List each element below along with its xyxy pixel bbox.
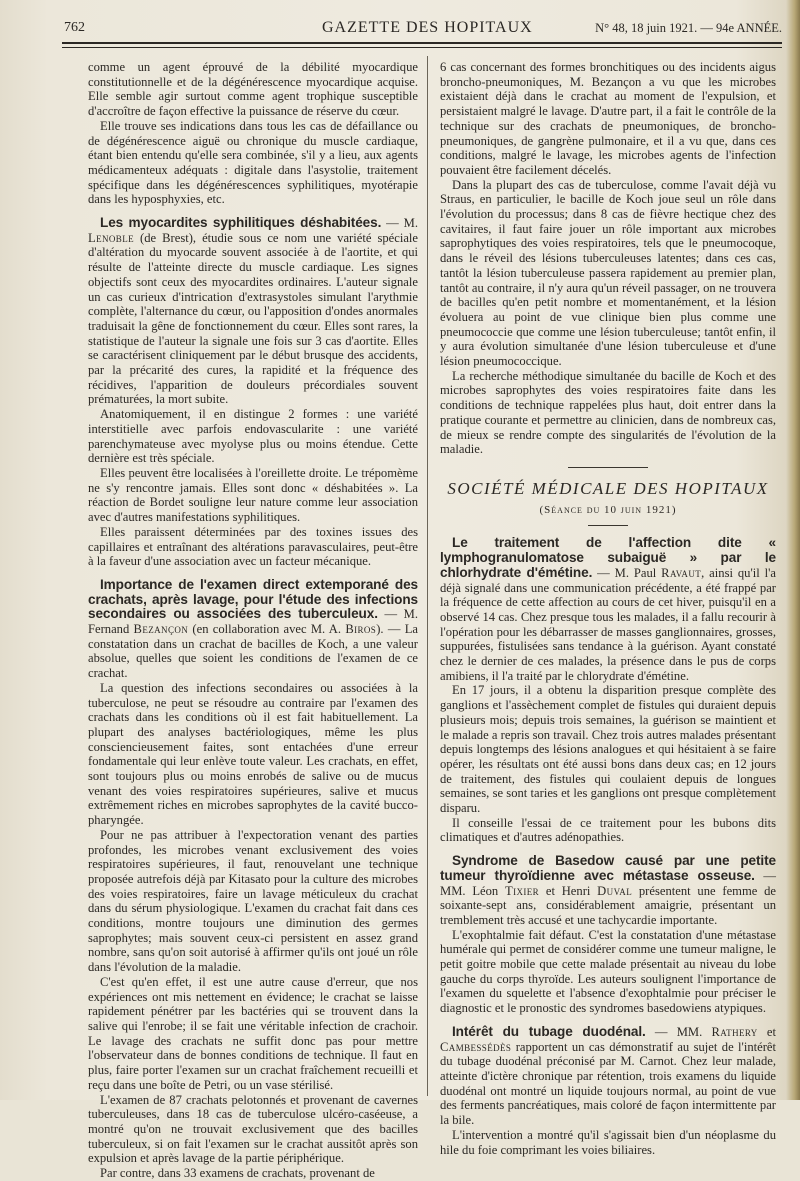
paragraph: Anatomiquement, il en distingue 2 formes : une variété interstitielle avec parfois endovascularite : une variété parenchymateuse avec myolyse plus ou moins étendue. Cette dernière est très spéciale. xyxy=(88,407,418,466)
article-tubage: Intérêt du tubage duodénal. — MM. Rathery et Cambessédès rapportent un cas démonstratif au sujet de l'intérêt du tubage duodénal préconisé par M. Carnot. Chez leur malade, atteinte d'ictère chronique par rétention, trois examens du liquide duodénal ont montré un liquide toujours normal, au point de vue des ferments pancréatiques, mais coloré de façon intermittente par la bile. xyxy=(440,1023,776,1128)
article-basedow: Syndrome de Basedow causé par une petite tumeur thyroïdienne avec métastase osseuse. — MM. Léon Tixier et Henri Duval présentent une femme de soixante-sept ans, considérablement amaigrie, présentant un tremblement très accusé et une tachycardie importante. xyxy=(440,853,776,927)
paragraph: L'examen de 87 crachats pelotonnés et provenant de cavernes tuberculeuses, dans 18 cas de tuberculose ulcéro-caséeuse, a montré qu'on ne trouvait exclusivement que des bacilles tuberculeux, si on fait l'examen sur le crachat aussitôt après son expulsion et après lavage de la partie périphérique. xyxy=(88,1092,418,1166)
author-name: Ravaut xyxy=(661,565,702,580)
section-rule xyxy=(588,525,628,526)
author-name: Cambessédès xyxy=(440,1039,512,1054)
article-title: Les myocardites syphilitiques déshabitées. xyxy=(100,215,382,231)
paragraph: Par contre, dans 33 examens de crachats, provenant de xyxy=(100,1166,375,1181)
author-name: Biros xyxy=(345,622,377,637)
article-title: Importance de l'examen direct extemporané des crachats, après lavage, pour l'étude des infections secondaires ou associées des tuberculeux. xyxy=(88,576,418,622)
section-rule xyxy=(568,467,648,468)
article-myocardites: Les myocardites syphilitiques déshabitées. — M. Lenoble (de Brest), étudie sous ce nom une variété spéciale d'altération du myocarde souvent associée à de l'aortite, et qui résulte de l'atteinte directe du muscle cardiaque. Les signes objectifs sont ceux des myocardites ordinaires. L'auteur signale un cas curieux d'intrication d'extrasystoles simulant l'arythmie complète, l'alternance du cœur, ou l'apposition d'ondes anormales traduisait la gêne de fonctionnement du cœur. Elles sont rares, la statistique de l'auteur la signale une fois sur 3 cas d'aortite. Elles se caractérisent cliniquement par le début brusque des accidents, par la précarité des cures, la rapidité et la fréquence des récidives, l'apparition de douleurs précordiales souvent prématurées, la mort subite. xyxy=(88,215,418,407)
paragraph: L'intervention a montré qu'il s'agissait bien d'un néoplasme du hile du foie comprimant les voies biliaires. xyxy=(440,1127,776,1157)
paragraph: La question des infections secondaires ou associées à la tuberculose, ne peut se résoudre au contraire par l'examen des crachats dans les conditions où il est fait habituellement. La plupart des analyses bactériologiques, même les plus consciencieusement faites, sont entachées d'une erreur fondamentale qui leur enlève toute valeur. Les crachats, en effet, sont toujours plus ou moins enrobés de salive ou de mucus venant des voies respiratoires supérieures, salive et mucus extrêmement riches en microbes saprophytes de la cavité bucco-pharyngée. xyxy=(88,680,418,828)
paragraph: Elles paraissent déterminées par des toxines issues des capillaires et entraînant des altérations paravasculaires, peut-être à la faveur d'une association avec un facteur mécanique. xyxy=(88,524,418,569)
article-title: Syndrome de Basedow causé par une petite tumeur thyroïdienne avec métastase osseuse. xyxy=(440,853,776,883)
article-title: Le traitement de l'affection dite « lymphogranulomatose subaiguë » par le chlorhydrate d'émétine. xyxy=(440,535,776,580)
author-name: Lenoble xyxy=(88,230,134,245)
article-title: Intérêt du tubage duodénal. xyxy=(452,1023,646,1039)
article-crachats: Importance de l'examen direct extemporané des crachats, après lavage, pour l'étude des infections secondaires ou associées des tuberculeux. — M. Fernand Bezançon (en collaboration avec M. A. Biros). — La constatation dans un crachat de bacilles de Koch, a une valeur absolue, quelles que soient les conditions de l'examen de ce crachat. xyxy=(88,576,418,681)
header-rule-thin xyxy=(62,47,782,48)
paragraph: La recherche méthodique simultanée du bacille de Koch et des microbes saprophytes des voies respiratoires faite dans les conditions de technique rappelées plus haut, doit entrer dans la pratique courante et permettre au clinicien, dans de nombreux cas, de mieux se rendre compte des singularités de l'évolution de la maladie. xyxy=(440,368,776,457)
running-header xyxy=(62,18,782,40)
paragraph: 6 cas concernant des formes bronchitiques ou des incidents aigus broncho-pneumoniques, M. Bezançon a vu que les microbes existaient déjà dans le crachat au moment de l'expulsion, et persistaient malgré le lavage. D'autre part, il a fait le contrôle de la technique sur des crachats de pneumoniques, de broncho-pneumoniques, de gangrène pulmonaire, et il a vu que, dans ces conditions, malgré le lavage, les microbes agents de l'infection pouvaient être facilement décelés. xyxy=(440,60,776,177)
page-number: 762 xyxy=(64,20,85,35)
paragraph: Elles peuvent être localisées à l'oreillette droite. Le trépomème ne s'y rencontre jamais. Elles sont donc « déshabitées ». La réaction de Bordet souligne leur nature comme leur association avec d'autres manifestations syphilitiques. xyxy=(88,465,418,525)
author-name: Duval xyxy=(597,883,633,898)
society-title: SOCIÉTÉ MÉDICALE DES HOPITAUX xyxy=(447,478,769,498)
issue-info: N° 48, 18 juin 1921. — 94e ANNÉE. xyxy=(595,21,782,35)
right-column xyxy=(440,60,776,1157)
paragraph: comme un agent éprouvé de la débilité myocardique constitutionnelle et de la dégénérescence myocardique acquise. Elle semble agir surtout comme agent trophique susceptible d'accroître de façon effective la puissance de réserve du cœur. xyxy=(88,60,418,119)
session-date: (Séance du 10 juin 1921) xyxy=(539,503,677,516)
paragraph: Il conseille l'essai de ce traitement pour les bubons dits climatiques et d'autres adénopathies. xyxy=(440,815,776,845)
column-divider xyxy=(427,56,428,1096)
left-column xyxy=(88,60,418,1181)
paragraph: L'exophtalmie fait défaut. C'est la constatation d'une métastase humérale qui permet de considérer comme une tumeur maligne, le petit goitre mobile que cette malade présentait au niveau du lobe gauche du corps thyroïde. Les auteurs soulignent l'importance de l'examen du squelette et l'absence d'exophtalmie pour préciser le diagnostic et le pronostic des syndromes basedowiens atypiques. xyxy=(440,927,776,1016)
journal-title: GAZETTE DES HOPITAUX xyxy=(322,19,533,36)
paragraph: Dans la plupart des cas de tuberculose, comme l'avait déjà vu Straus, en particulier, le bacille de Koch joue seul un rôle dans l'évolution du processus; dans 8 cas de fièvre hectique chez des cavitaires, il faut faire jouer un rôle important aux microbes saprophytiques des voies respiratoires, tels que le pneumocoque, dans le réveil des lésions tuberculeuses latentes; dans ces cas, tantôt la lésion tuberculeuse passera rapidement au premier plan, tantôt au contraire, il n'y aura qu'un réveil passager, on ne trouvera de bacilles qu'en petit nombre et momentanément, et la lésion évoluera au point de vue clinique bien plus comme une pneumococcie que comme une lésion tuberculeuse; tantôt enfin, il y aura évolution simultanée d'une lésion tuberculeuse et d'une lésion pneumococcique. xyxy=(440,177,776,369)
paragraph: Elle trouve ses indications dans tous les cas de défaillance ou de dégénérescence aiguë ou chronique du muscle cardiaque, étant bien entendu qu'elle sera combinée, s'il y a lieu, aux agents médicamenteux adéquats : digitale dans l'asystolie, traitement spécifique dans les dégénérescences syphilitiques, myotérapie dans les hyposphyxies, etc. xyxy=(88,118,418,207)
paragraph: C'est qu'en effet, il est une autre cause d'erreur, que nos expériences ont mis nettement en évidence; le crachat se laisse rapidement pénétrer par les bactéries qui se trouvent dans la salive qui l'enrobe; il se fait une véritable infection de crachoir. Le lavage des crachats ne suffit donc pas pour mettre l'observateur dans de bonnes conditions de technique. Il faut en plus, faire porter l'examen sur un crachat fraîchement recueilli et reçu dans une boîte de Petri, ou un vase stérilisé. xyxy=(88,974,418,1092)
page-edge-shadow xyxy=(786,0,800,1100)
paragraph: Pour ne pas attribuer à l'expectoration venant des parties profondes, les microbes venant exclusivement des voies respiratoires supérieures, il faut, renouvelant une technique proposée autrefois déjà par Kitasato pour la culture des microbes des voies respiratoires, faire un lavage méticuleux du crachat dans du sérum physiologique. L'examen du crachat fait dans ces conditions, montre toujours une diminution des germes saprophytes; mais souvent ceux-ci persistent en assez grand nombre, sans qu'on soit autorisé à affirmer qu'ils ont joué un rôle dans l'évolution de la maladie. xyxy=(88,827,418,975)
author-name: Bezançon xyxy=(133,622,189,637)
header-rule xyxy=(62,42,782,44)
paragraph: En 17 jours, il a obtenu la disparition presque complète des ganglions et l'assèchement complet de fistules qui duraient depuis plusieurs mois; depuis trois semaines, la guérison se maintient et le malade a repris son travail. Chez trois autres malades présentant depuis longtemps des lésions analogues et qui hésitaient à se faire opérer, les résultats ont été aussi bons dans deux cas; en 12 jours de traitement, des fistules qui coulaient depuis de longues semaines, se sont taries et les ganglions ont presque complètement disparu. xyxy=(440,683,776,816)
author-name: Rathery xyxy=(711,1024,758,1039)
article-lymphogranulomatose: Le traitement de l'affection dite « lymphogranulomatose subaiguë » par le chlorhydrate d'émétine. — M. Paul Ravaut, ainsi qu'il l'a déjà signalé dans une communication précédente, a été frappé par la fréquence de cette affection au cours de cet hiver, puisqu'il en a observé 14 cas. Chez presque tous les malades, il a fallu recourir à l'opération pour les débarrasser de masses ganglionnaires, grosses, suppurées, fistulisées sans tendance à la guérison. Ayant constaté chez le dernier de ces malades, la présence dans le pus de corps amibiens, il l'a traité par le chlorydrate d'émétine. xyxy=(440,535,776,683)
author-name: Tixier xyxy=(504,883,540,898)
